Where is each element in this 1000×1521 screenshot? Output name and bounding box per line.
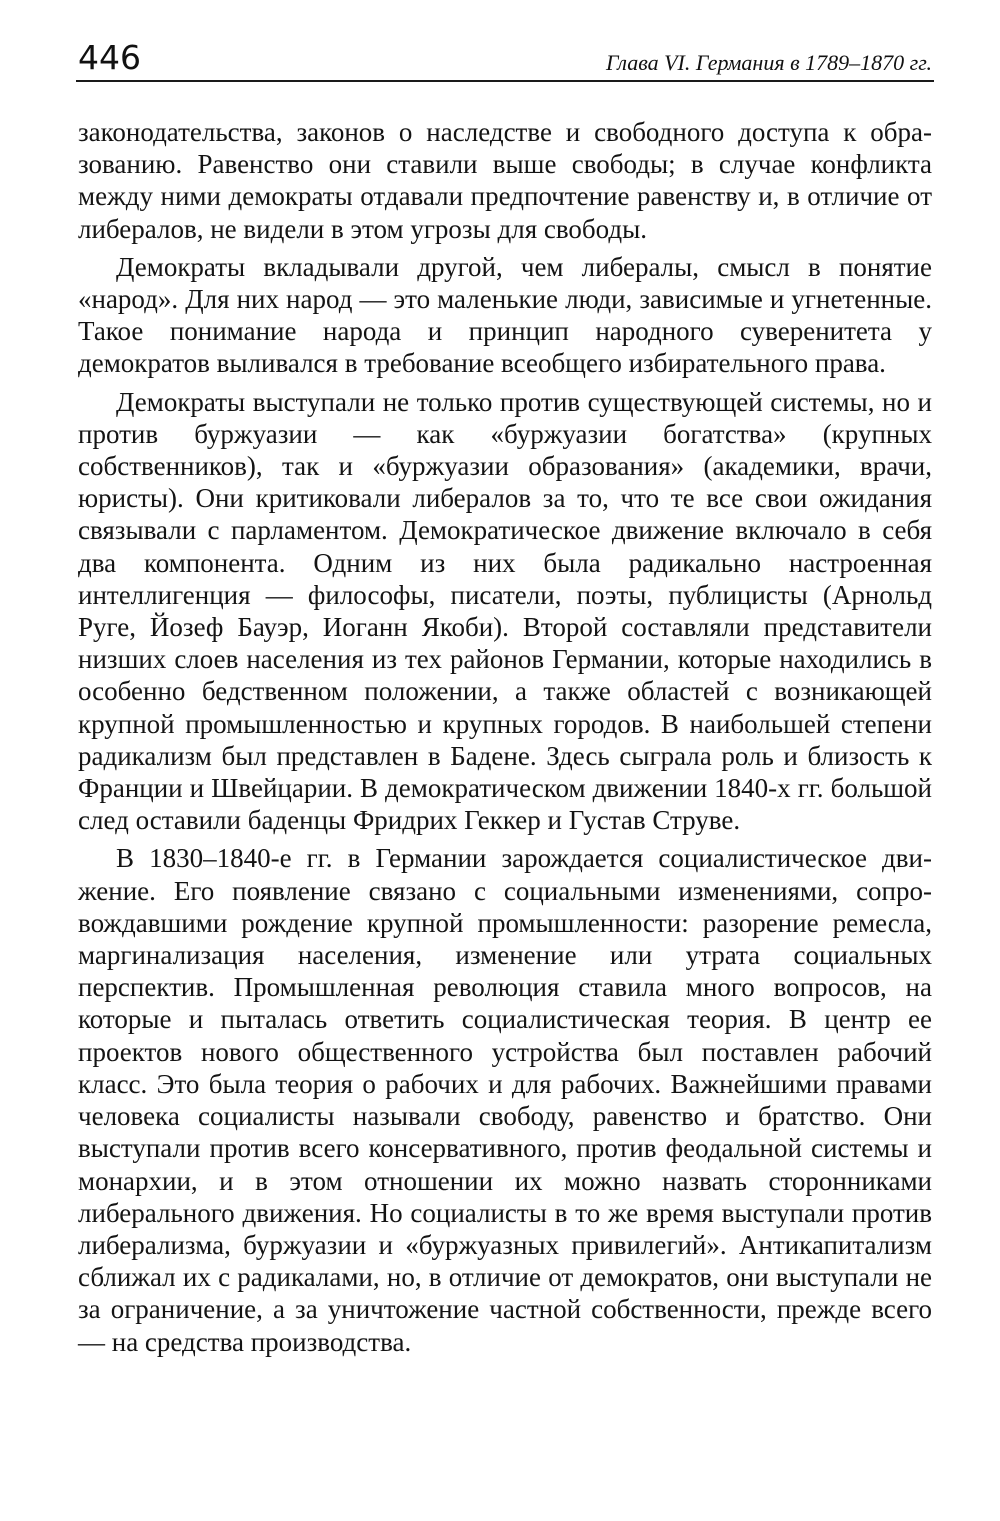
paragraph-3: Демократы выступали не только против существующей системы, но и против буржуазии — как «буржуазии богатства» (крупных собственников), так и «буржуазии образования» (академики, врачи, юристы). Они критиковали либералов за то, что те все свои ожидания связывали с парламентом. Демократическое движение включало в себя два компонента. Одним из них была радикально настроенная интеллигенция — философы, писатели, поэты, публицисты (Арнольд Руге, Йозеф Бауэр, Иоганн Якоби). Второй составляли представители низших слоев населения из тех районов Германии, которые находились в особенно бедственном положении, а также областей с возникающей крупной промышленностью и крупных городов. В наибольшей степени радикализм был представлен в Бадене. Здесь сыграла роль и близость к Франции и Швейцарии. В демократическом движении 1840-х гг. большой след оставили баденцы Фридрих Геккер и Густав Струве. <box>78 386 932 836</box>
body-text <box>78 116 932 1358</box>
paragraph-4: В 1830–1840-е гг. в Германии зарождается социалистическое движение. Его появление связано с социальными изменениями, сопровождавшими рождение крупной промышленности: разорение ремесла, маргинализация населения, изменение или утрата социальных перспектив. Промышленная революция ставила много вопросов, на которые и пыталась ответить социалистическая теория. В центр ее проектов нового общественного устройства был поставлен рабочий класс. Это была теория о рабочих и для рабочих. Важнейшими правами человека социалисты называли свободу, равенство и братство. Они выступали против всего консервативного, против феодальной системы и монархии, и в этом отношении их можно назвать сторонниками либерального движения. Но социалисты в то же время выступали против либерализма, буржуазии и «буржуазных привилегий». Антикапитализм сближал их с радикалами, но, в отличие от демократов, они выступали не за ограничение, а за уничтожение частной собственности, прежде всего — на средства производства. <box>78 843 932 1357</box>
paragraph-2: Демократы вкладывали другой, чем либералы, смысл в понятие «народ». Для них народ — это маленькие люди, зависимые и угнетенные. Такое понимание народа и принцип народного суверенитета у демократов выливался в требование всеобщего избирательного права. <box>78 251 932 379</box>
running-header <box>76 36 934 82</box>
paragraph-1: законодательства, законов о наследстве и свободного доступа к образованию. Равенство они ставили выше свободы; в случае конфликта между ними демократы отдавали предпочтение равенству и, в отличие от либералов, не видели в этом угрозы для свободы. <box>78 117 932 244</box>
page-number: 446 <box>78 38 141 77</box>
chapter-title: Глава VI. Германия в 1789–1870 гг. <box>605 50 932 75</box>
